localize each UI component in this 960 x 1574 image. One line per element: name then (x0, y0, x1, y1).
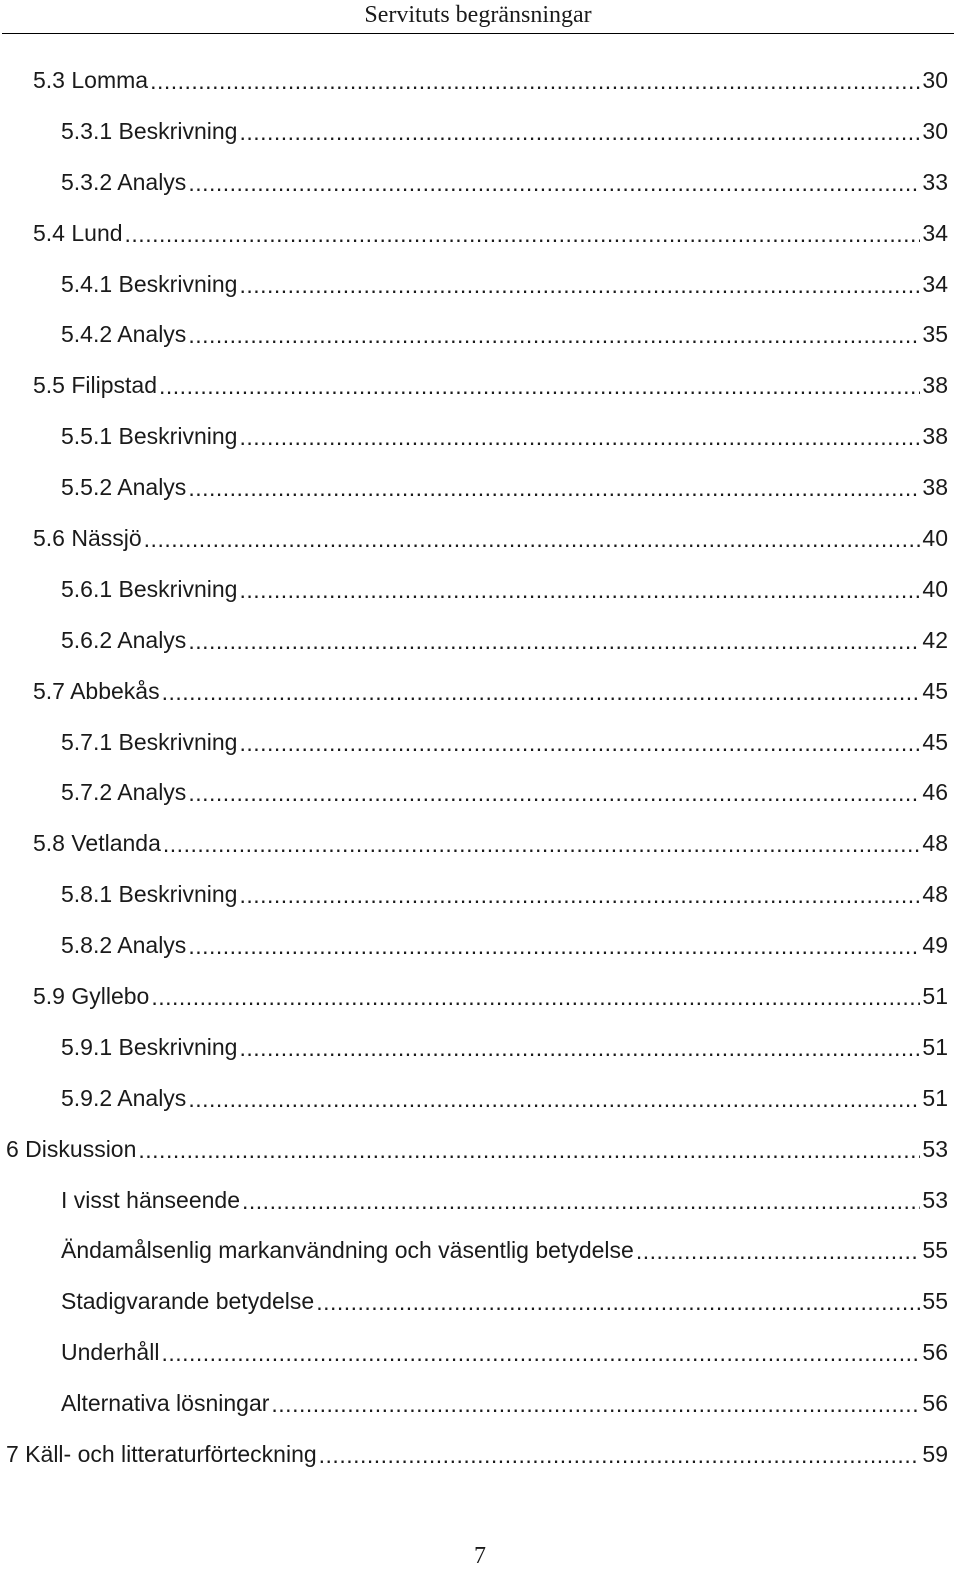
toc-dot-leader (242, 1188, 920, 1215)
toc-entry-title[interactable]: 5.9 Gyllebo (33, 982, 150, 1009)
toc-dot-leader (163, 831, 921, 858)
toc-entry-title[interactable]: 5.4 Lund (33, 219, 123, 246)
toc-entry-page[interactable]: 35 (922, 321, 948, 348)
toc-entry-title[interactable]: 5.8.1 Beskrivning (61, 881, 238, 908)
toc-entry-title[interactable]: 5.8 Vetlanda (33, 830, 161, 857)
toc-entry-title[interactable]: 5.7.1 Beskrivning (61, 728, 238, 755)
toc-entry[interactable] (0, 157, 960, 208)
toc-entry-title[interactable]: 5.6.1 Beskrivning (61, 575, 238, 602)
toc-dot-leader (316, 1289, 920, 1316)
toc-entry-title[interactable]: Ändamålsenlig markanvändning och väsentlig betydelse (61, 1237, 634, 1264)
toc-entry-page[interactable]: 49 (922, 932, 948, 959)
toc-entry-page[interactable]: 30 (922, 66, 948, 93)
toc-entry-title[interactable]: Alternativa lösningar (61, 1390, 270, 1417)
toc-entry-page[interactable]: 45 (922, 677, 948, 704)
toc-entry[interactable] (0, 1378, 960, 1429)
toc-entry[interactable] (0, 309, 960, 360)
toc-dot-leader (188, 170, 920, 197)
toc-entry[interactable] (0, 564, 960, 615)
toc-entry-page[interactable]: 38 (922, 372, 948, 399)
toc-entry-page[interactable]: 48 (922, 881, 948, 908)
toc-entry[interactable] (0, 1327, 960, 1378)
toc-entry-title[interactable]: 5.9.2 Analys (61, 1084, 187, 1111)
toc-dot-leader (138, 1137, 920, 1164)
toc-entry-page[interactable]: 48 (922, 830, 948, 857)
toc-entry[interactable] (0, 1124, 960, 1175)
toc-entry-title[interactable]: Stadigvarande betydelse (61, 1288, 315, 1315)
toc-dot-leader (161, 1340, 920, 1367)
toc-entry-title[interactable]: I visst hänseende (61, 1186, 241, 1213)
toc-dot-leader (150, 68, 920, 95)
toc-dot-leader (239, 730, 920, 757)
toc-entry-page[interactable]: 55 (922, 1237, 948, 1264)
toc-entry-page[interactable]: 51 (922, 1084, 948, 1111)
toc-entry-title[interactable]: 5.3.2 Analys (61, 168, 187, 195)
toc-entry[interactable] (0, 360, 960, 411)
toc-entry-title[interactable]: 5.5 Filipstad (33, 372, 158, 399)
toc-entry-page[interactable]: 53 (922, 1186, 948, 1213)
toc-entry[interactable] (0, 1276, 960, 1327)
toc-dot-leader (125, 221, 921, 248)
toc-entry[interactable] (0, 971, 960, 1022)
toc-entry-title[interactable]: 5.5.1 Beskrivning (61, 423, 238, 450)
toc-entry-title[interactable]: 5.4.1 Beskrivning (61, 270, 238, 297)
toc-entry-page[interactable]: 38 (922, 474, 948, 501)
table-of-contents (0, 55, 960, 1480)
toc-entry-page[interactable]: 51 (922, 1033, 948, 1060)
toc-entry[interactable] (0, 767, 960, 818)
toc-entry-page[interactable]: 34 (922, 270, 948, 297)
toc-entry[interactable] (0, 259, 960, 310)
toc-dot-leader (188, 628, 920, 655)
toc-dot-leader (239, 577, 920, 604)
toc-entry[interactable] (0, 1022, 960, 1073)
toc-dot-leader (239, 882, 920, 909)
toc-dot-leader (271, 1391, 920, 1418)
running-header (2, 0, 954, 34)
toc-entry-title[interactable]: 5.8.2 Analys (61, 932, 187, 959)
toc-entry[interactable] (0, 106, 960, 157)
toc-entry-page[interactable]: 56 (922, 1390, 948, 1417)
toc-entry[interactable] (0, 717, 960, 768)
toc-entry-page[interactable]: 46 (922, 779, 948, 806)
toc-entry-title[interactable]: 5.3.1 Beskrivning (61, 117, 238, 144)
toc-entry[interactable] (0, 411, 960, 462)
toc-entry[interactable] (0, 513, 960, 564)
toc-entry-title[interactable]: 5.7.2 Analys (61, 779, 187, 806)
toc-entry-page[interactable]: 42 (922, 626, 948, 653)
toc-dot-leader (319, 1442, 921, 1469)
toc-entry-title[interactable]: 5.5.2 Analys (61, 474, 187, 501)
toc-dot-leader (239, 1035, 920, 1062)
toc-entry-title[interactable]: 6 Diskussion (6, 1135, 137, 1162)
toc-entry-title[interactable]: 5.4.2 Analys (61, 321, 187, 348)
toc-dot-leader (144, 526, 921, 553)
toc-entry[interactable] (0, 666, 960, 717)
toc-dot-leader (239, 424, 920, 451)
toc-entry[interactable] (0, 615, 960, 666)
toc-entry-page[interactable]: 30 (922, 117, 948, 144)
toc-entry-page[interactable]: 56 (922, 1339, 948, 1366)
toc-dot-leader (188, 933, 920, 960)
toc-entry[interactable] (0, 1175, 960, 1226)
toc-entry-page[interactable]: 59 (922, 1440, 948, 1467)
toc-entry-page[interactable]: 34 (922, 219, 948, 246)
toc-dot-leader (159, 373, 920, 400)
toc-dot-leader (188, 1086, 920, 1113)
toc-entry[interactable] (0, 55, 960, 106)
toc-dot-leader (162, 679, 921, 706)
toc-dot-leader (188, 322, 920, 349)
toc-entry-page[interactable]: 40 (922, 575, 948, 602)
toc-entry-title[interactable]: 5.6.2 Analys (61, 626, 187, 653)
toc-entry-page[interactable]: 33 (922, 168, 948, 195)
page-number: 7 (474, 1543, 486, 1569)
toc-entry[interactable] (0, 462, 960, 513)
toc-entry[interactable] (0, 1073, 960, 1124)
toc-entry[interactable] (0, 208, 960, 259)
toc-entry-title[interactable]: 7 Käll- och litteraturförteckning (6, 1440, 317, 1467)
toc-dot-leader (239, 119, 920, 146)
toc-entry-title[interactable]: 5.6 Nässjö (33, 524, 142, 551)
toc-entry[interactable] (0, 1225, 960, 1276)
toc-entry-title[interactable]: Underhåll (61, 1339, 160, 1366)
toc-entry[interactable] (0, 818, 960, 869)
toc-entry[interactable] (0, 920, 960, 971)
toc-dot-leader (239, 272, 920, 299)
toc-entry-page[interactable]: 40 (922, 524, 948, 551)
toc-entry-page[interactable]: 38 (922, 423, 948, 450)
toc-entry-page[interactable]: 51 (922, 982, 948, 1009)
toc-entry-title[interactable]: 5.9.1 Beskrivning (61, 1033, 238, 1060)
toc-dot-leader (151, 984, 920, 1011)
toc-entry-page[interactable]: 53 (922, 1135, 948, 1162)
toc-dot-leader (636, 1238, 921, 1265)
toc-entry-title[interactable]: 5.7 Abbekås (33, 677, 160, 704)
toc-dot-leader (188, 780, 920, 807)
toc-entry-page[interactable]: 55 (922, 1288, 948, 1315)
toc-dot-leader (188, 475, 920, 502)
running-header-title: Servituts begränsningar (364, 2, 592, 28)
toc-entry-page[interactable]: 45 (922, 728, 948, 755)
toc-entry[interactable] (0, 869, 960, 920)
toc-entry[interactable] (0, 1429, 960, 1480)
toc-entry-title[interactable]: 5.3 Lomma (33, 66, 149, 93)
